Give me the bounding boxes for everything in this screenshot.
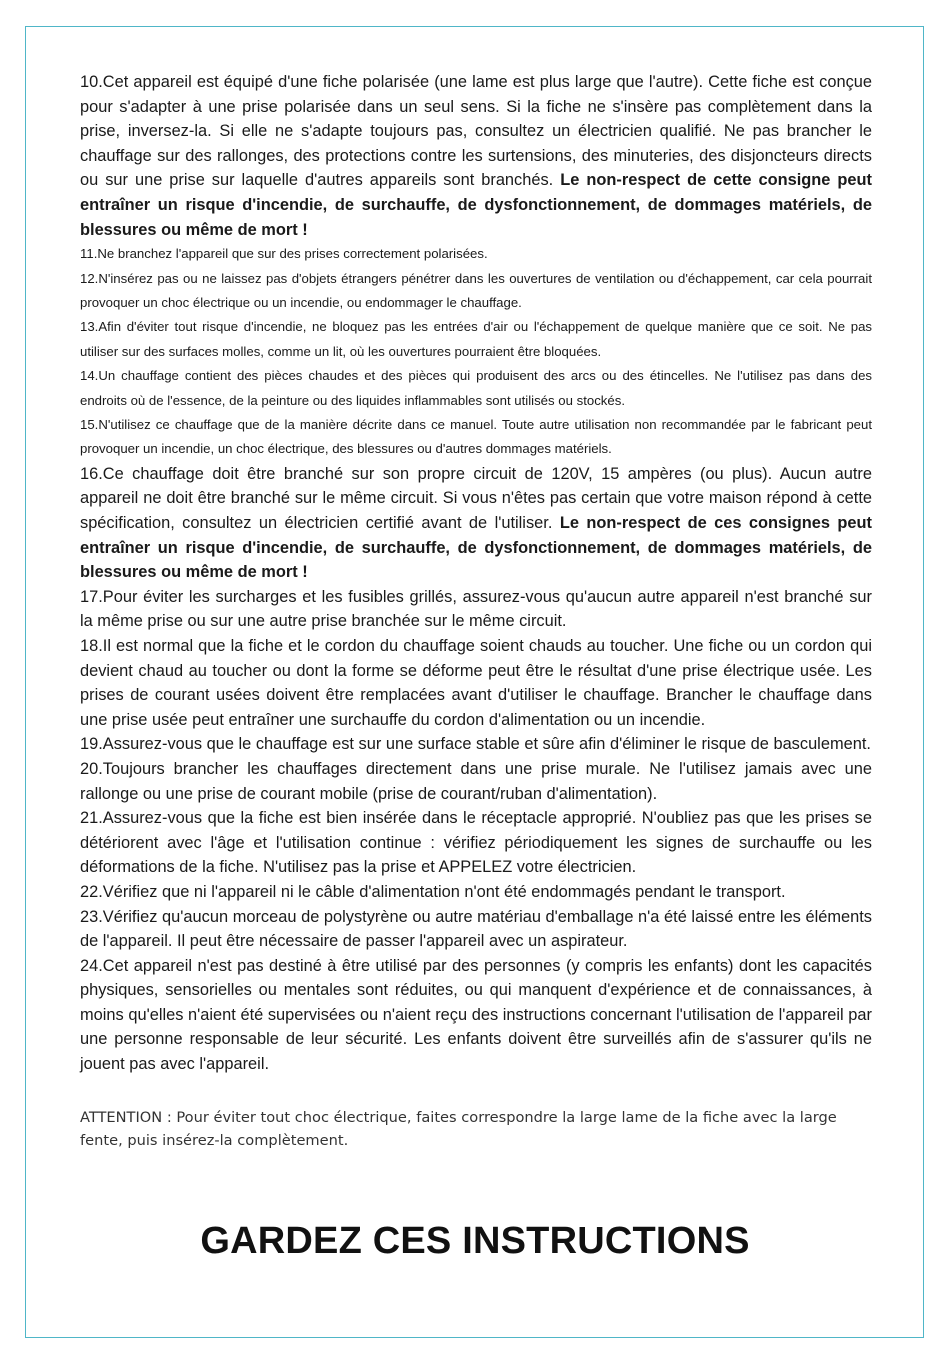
instruction-item-22: 22.Vérifiez que ni l'appareil ni le câble d'alimentation n'ont été endommagés pendant le transport. [80,882,786,901]
instruction-item-10 [80,70,872,242]
instruction-item-15: 15.N'utilisez ce chauffage que de la manière décrite dans ce manuel. Toute autre utilisation non recommandée par le fabricant peut provoquer un incendie, un choc électrique, des blessures ou d'autres dommages matériels. [80,417,872,457]
instruction-item-11: 11.Ne branchez l'appareil que sur des prises correctement polarisées. [80,246,488,262]
instruction-item-12: 12.N'insérez pas ou ne laissez pas d'objets étrangers pénétrer dans les ouvertures de ventilation ou d'échappement, car cela pourrait provoquer un choc électrique ou un incendie, ou endommager le chauffage. [80,270,872,310]
warning-text: Le non-respect de ces consignes peut entraîner un risque d'incendie, de surchauffe, de dysfonctionnement, de dommages matériels, de blessures ou même de mort ! [80,514,873,582]
instruction-item-13: 13.Afin d'éviter tout risque d'incendie, ne bloquez pas les entrées d'air ou l'échappement de quelque manière que ce soit. Ne pas utiliser sur des surfaces molles, comme un lit, où les ouvertures pourraient être bloquées. [80,319,872,359]
instruction-item-21: 21.Assurez-vous que la fiche est bien insérée dans le réceptacle approprié. N'oubliez pas que les prises se détériorent avec l'âge et l'utilisation continue : vérifiez périodiquement les signes de surchauffe ou les déformations de la fiche. N'utilisez pas la prise et APPELEZ votre électricien. [80,809,872,877]
instruction-text: 16.Ce chauffage doit être branché sur son propre circuit de 120V, 15 ampères (ou plus). Aucun autre appareil ne doit être branché sur le même circuit. Si vous n'êtes pas certain que votre maison répond à cette spécification, consultez un électricien certifié avant de l'utiliser. [80,464,872,532]
instruction-item-19: 19.Assurez-vous que le chauffage est sur une surface stable et sûre afin d'éliminer le risque de basculement. [80,735,871,754]
instruction-item-24: 24.Cet appareil n'est pas destiné à être utilisé par des personnes (y compris les enfants) dont les capacités physiques, sensorielles ou mentales sont réduites, ou qui manquent d'expérience et de connaissances, à moins qu'elles n'aient été supervisées ou n'aient reçu des instructions concernant l'utilisation de l'appareil par une personne responsable de leur sécurité. Les enfants doivent être surveillés afin de s'assurer qu'ils ne jouent pas avec l'appareil. [80,956,872,1074]
instruction-item-17: 17.Pour éviter les surcharges et les fusibles grillés, assurez-vous qu'aucun autre appareil n'est branché sur la même prise ou sur une autre prise branchée sur le même circuit. [80,587,872,631]
instruction-text: 10.Cet appareil est équipé d'une fiche polarisée (une lame est plus large que l'autre). Cette fiche est conçue pour s'adapter à une prise polarisée dans un seul sens. Si la fiche ne s'insère pas complètement dans la prise, inversez-la. Si elle ne s'adapte toujours pas, consultez un électricien qualifié. Ne pas brancher le chauffage sur des rallonges, des protections contre les surtensions, des minuteries, des disjoncteurs directs ou sur une prise sur laquelle d'autres appareils sont branchés. [80,73,872,190]
instruction-item-23: 23.Vérifiez qu'aucun morceau de polystyrène ou autre matériau d'emballage n'a été laissé entre les éléments de l'appareil. Il peut être nécessaire de passer l'appareil avec un aspirateur. [80,907,872,951]
instruction-item-14: 14.Un chauffage contient des pièces chaudes et des pièces qui produisent des arcs ou des étincelles. Ne l'utilisez pas dans des endroits où de l'essence, de la peinture ou des liquides inflammables sont utilisés ou stockés. [80,368,872,408]
instructions-body [80,70,872,1152]
warning-text: Le non-respect de cette consigne peut entraîner un risque d'incendie, de surchauffe, de dysfonctionnement, de dommages matériels, de blessures ou même de mort ! [80,171,872,239]
instruction-item-16 [80,462,872,585]
instruction-item-20: 20.Toujours brancher les chauffages directement dans une prise murale. Ne l'utilisez jamais avec une rallonge ou une prise de courant mobile (prise de courant/ruban d'alimentation). [80,759,872,803]
instruction-item-18: 18.Il est normal que la fiche et le cordon du chauffage soient chauds au toucher. Une fiche ou un cordon qui devient chaud au toucher ou dont la forme se déforme peut être le résultat d'une prise électrique usée. Les prises de courant usées doivent être remplacées avant d'utiliser le chauffage. Brancher le chauffage dans une prise usée peut entraîner une surchauffe du cordon d'alimentation ou un incendie. [80,636,872,729]
attention-note: ATTENTION : Pour éviter tout choc électrique, faites correspondre la large lame de la fiche avec la large fente, puis insérez-la complètement. [80,1108,837,1149]
keep-instructions-heading: GARDEZ CES INSTRUCTIONS [200,1220,750,1262]
